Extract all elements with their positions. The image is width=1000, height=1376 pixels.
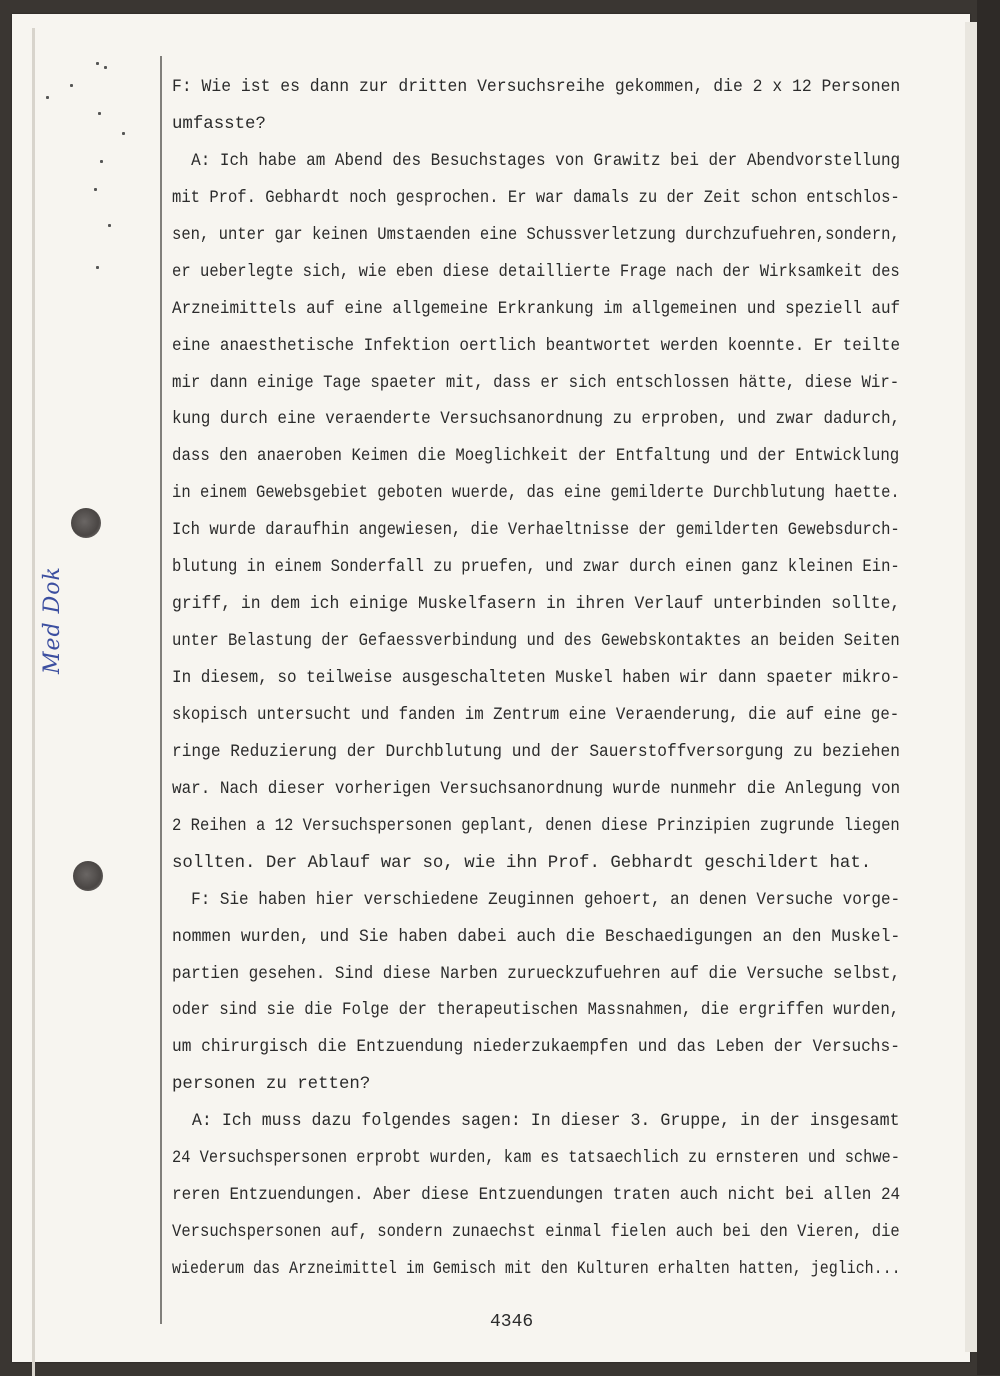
speck xyxy=(122,132,125,135)
text-line: ringe Reduzierung der Durchblutung und der Sauerstoffversorgung zu beziehen xyxy=(172,742,900,762)
punch-hole-top xyxy=(71,508,101,538)
text-line: oder sind sie die Folge der therapeutischen Massnahmen, die ergriffen wurden, xyxy=(172,1001,900,1021)
text-line: war. Nach dieser vorherigen Versuchsanordnung wurde nunmehr die Anlegung von xyxy=(172,779,901,799)
text-line: mit Prof. Gebhardt noch gesprochen. Er war damals zu der Zeit schon entschlos- xyxy=(172,188,900,208)
speck xyxy=(94,188,97,191)
text-line: um chirurgisch die Entzuendung niederzukaempfen und das Leben der Versuchs- xyxy=(172,1038,900,1058)
text-line: reren Entzuendungen. Aber diese Entzuendungen traten auch nicht bei allen 24 xyxy=(172,1186,901,1206)
text-line: personen zu retten? xyxy=(172,1075,371,1095)
text-line: In diesem, so teilweise ausgeschalteten Muskel haben wir dann spaeter mikro- xyxy=(172,669,901,688)
text-line: sen, unter gar keinen Umstaenden eine Schussverletzung durchzufuehren,sondern, xyxy=(172,225,900,245)
text-line: nommen wurden, und Sie haben dabei auch die Beschaedigungen an den Muskel- xyxy=(172,927,901,947)
speck xyxy=(96,266,99,269)
text-line: F: Sie haben hier verschiedene Zeuginnen gehoert, an denen Versuche vorge- xyxy=(172,890,901,910)
document-page xyxy=(12,14,970,1362)
text-line: sollten. Der Ablauf war so, wie ihn Prof. Gebhardt geschildert hat. xyxy=(172,853,872,873)
text-line: kung durch eine veraenderte Versuchsanordnung zu erproben, und zwar dadurch, xyxy=(172,410,901,430)
text-line: wiederum das Arzneimittel im Gemisch mit den Kulturen erhalten hatten, jeglich... xyxy=(172,1260,901,1279)
speck xyxy=(98,112,101,115)
speck xyxy=(46,96,49,99)
speck xyxy=(104,66,107,69)
speck xyxy=(100,160,103,163)
back-sheet-edge xyxy=(965,22,977,1352)
text-line: dass den anaeroben Keimen die Moeglichkeit der Entfaltung und der Entwicklung xyxy=(172,447,900,467)
page-left-edge xyxy=(32,28,35,1376)
text-line: eine anaesthetische Infektion oertlich beantwortet werden koennte. Er teilte xyxy=(172,336,901,356)
pencil-margin-note: Med Dok xyxy=(40,566,65,674)
punch-hole-bottom xyxy=(73,861,103,891)
speck xyxy=(70,84,73,87)
text-line: blutung in einem Sonderfall zu pruefen, und zwar durch einen ganz kleinen Ein- xyxy=(172,558,900,578)
text-line: mir dann einige Tage spaeter mit, dass er sich entschlossen hätte, diese Wir- xyxy=(172,373,900,393)
text-line: griff, in dem ich einige Muskelfasern in ihren Verlauf unterbinden sollte, xyxy=(172,595,901,615)
text-line: A: Ich habe am Abend des Besuchstages von Grawitz bei der Abendvorstellung xyxy=(172,151,901,171)
page-number: 4346 xyxy=(490,1312,534,1332)
text-line: Arzneimittels auf eine allgemeine Erkrankung im allgemeinen und speziell auf xyxy=(172,299,901,319)
background-strip xyxy=(977,0,1000,1375)
text-line: Ich wurde daraufhin angewiesen, die Verhaeltnisse der gemilderten Gewebsdurch- xyxy=(172,521,900,541)
speck xyxy=(96,62,99,65)
text-line: unter Belastung der Gefaessverbindung und des Gewebskontaktes an beiden Seiten xyxy=(172,632,900,652)
speck xyxy=(108,224,111,227)
text-line: Versuchspersonen auf, sondern zunaechst einmal fielen auch bei den Vieren, die xyxy=(172,1223,900,1243)
text-line: partien gesehen. Sind diese Narben zurueckzufuehren auf die Versuche selbst, xyxy=(172,964,901,984)
text-line: A: Ich muss dazu folgendes sagen: In dieser 3. Gruppe, in der insgesamt xyxy=(172,1112,900,1132)
text-line: skopisch untersucht und fanden im Zentrum eine Veraenderung, die auf eine ge- xyxy=(172,705,900,725)
margin-rule xyxy=(160,56,162,1324)
text-line: er ueberlegte sich, wie eben diese detaillierte Frage nach der Wirksamkeit des xyxy=(172,262,900,282)
text-line: F: Wie ist es dann zur dritten Versuchsreihe gekommen, die 2 x 12 Personen xyxy=(172,78,901,97)
text-line: 2 Reihen a 12 Versuchspersonen geplant, denen diese Prinzipien zugrunde liegen xyxy=(172,816,900,836)
text-line: in einem Gewebsgebiet geboten wuerde, das eine gemilderte Durchblutung haette. xyxy=(172,484,900,504)
document-body xyxy=(172,70,902,1289)
text-line: umfasste? xyxy=(172,114,266,134)
text-line: 24 Versuchspersonen erprobt wurden, kam es tatsaechlich zu ernsteren und schwe- xyxy=(172,1149,900,1169)
